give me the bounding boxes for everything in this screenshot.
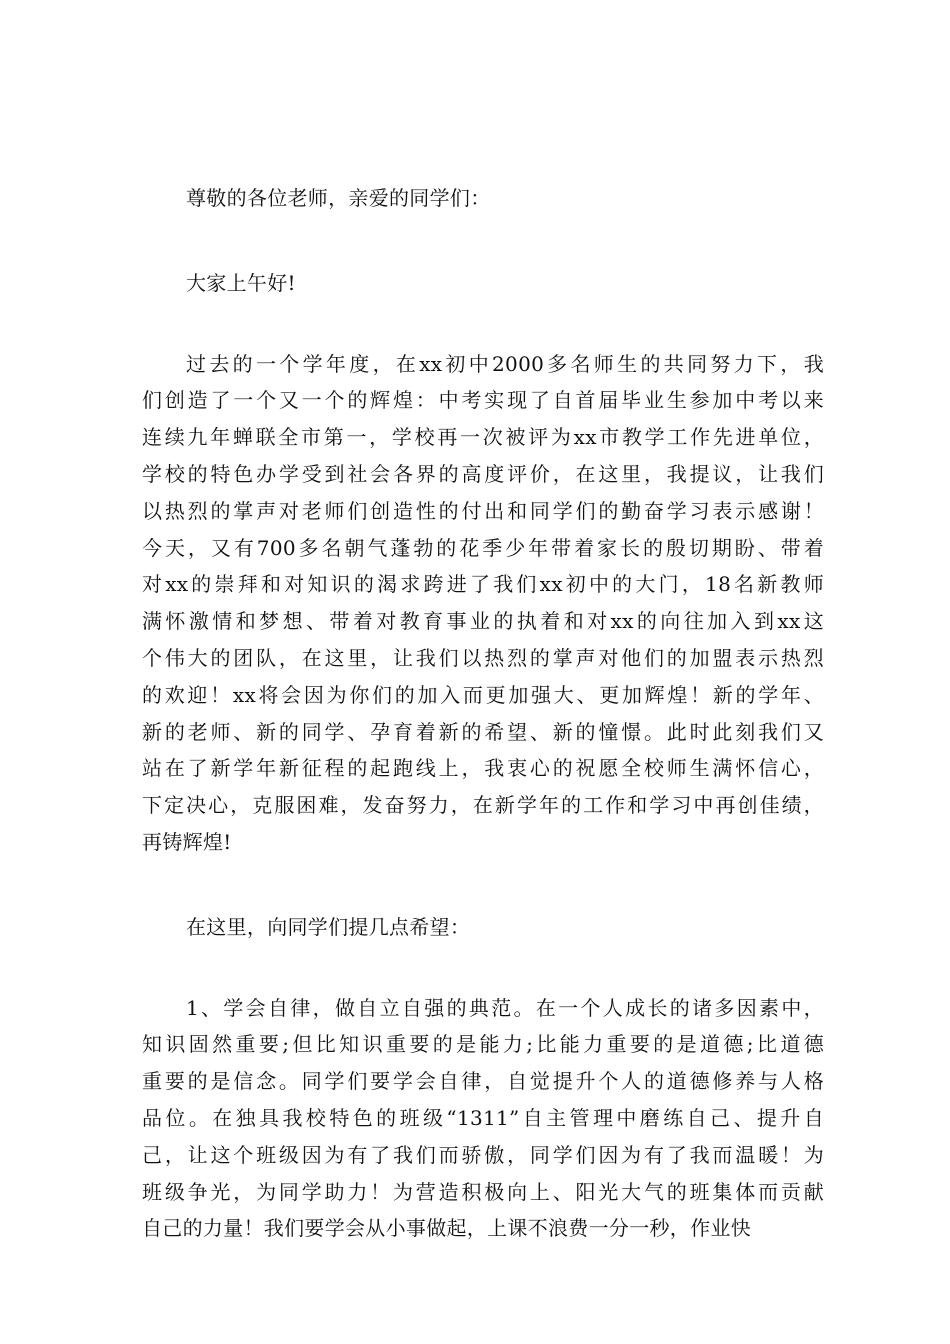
text-line: 今天，又有700多名朝气蓬勃的花季少年带着家长的殷切期盼、带着 bbox=[142, 535, 824, 560]
text-line: 以热烈的掌声对老师们创造性的付出和同学们的勤奋学习表示感谢！ bbox=[142, 498, 824, 523]
text-line: 们创造了一个又一个的辉煌：中考实现了自首届毕业生参加中考以来 bbox=[142, 388, 824, 413]
text-line: 过去的一个学年度，在xx初中2000多名师生的共同努力下，我 bbox=[186, 351, 824, 376]
document-page bbox=[142, 180, 824, 1247]
text-line: 重要的是信念。同学们要学会自律，自觉提升个人的道德修养与人格 bbox=[142, 1069, 824, 1094]
salutation: 尊敬的各位老师，亲爱的同学们： bbox=[186, 186, 491, 210]
hopes-intro: 在这里，向同学们提几点希望： bbox=[186, 914, 471, 939]
text-line: 品位。在独具我校特色的班级“1311”自主管理中磨练自己、提升自 bbox=[142, 1105, 824, 1130]
text-line: 班级争光，为同学助力！为营造积极向上、阳光大气的班集体而贡献 bbox=[142, 1179, 824, 1204]
text-line: 个伟大的团队，在这里，让我们以热烈的掌声对他们的加盟表示热烈 bbox=[142, 645, 824, 670]
text-line: 的欢迎！xx将会因为你们的加入而更加强大、更加辉煌！新的学年、 bbox=[142, 682, 824, 707]
text-line: 对xx的崇拜和对知识的渴求跨进了我们xx初中的大门，18名新教师 bbox=[142, 572, 824, 597]
text-line: 连续九年蝉联全市第一，学校再一次被评为xx市教学工作先进单位， bbox=[142, 425, 824, 450]
text-line: 再铸辉煌! bbox=[142, 829, 232, 854]
text-line: 学校的特色办学受到社会各界的高度评价，在这里，我提议，让我们 bbox=[142, 461, 824, 486]
text-line: 满怀激情和梦想、带着对教育事业的执着和对xx的向往加入到xx这 bbox=[142, 609, 824, 634]
paragraph-hope-1 bbox=[142, 990, 824, 1248]
text-line: 1、学会自律，做自立自强的典范。在一个人成长的诸多因素中， bbox=[186, 995, 824, 1020]
text-line: 站在了新学年新征程的起跑线上，我衷心的祝愿全校师生满怀信心， bbox=[142, 756, 824, 781]
text-line: 知识固然重要;但比知识重要的是能力;比能力重要的是道德;比道德 bbox=[142, 1032, 824, 1057]
greeting: 大家上午好! bbox=[186, 270, 296, 295]
text-line: 新的老师、新的同学、孕育着新的希望、新的憧憬。此时此刻我们又 bbox=[142, 719, 824, 744]
paragraph-review bbox=[142, 346, 824, 861]
text-line: 下定决心，克服困难，发奋努力，在新学年的工作和学习中再创佳绩， bbox=[142, 793, 824, 818]
text-line: 己，让这个班级因为有了我们而骄傲，同学们因为有了我而温暖！为 bbox=[142, 1142, 824, 1167]
text-line: 自己的力量！我们要学会从小事做起，上课不浪费一分一秒，作业快 bbox=[142, 1216, 751, 1241]
